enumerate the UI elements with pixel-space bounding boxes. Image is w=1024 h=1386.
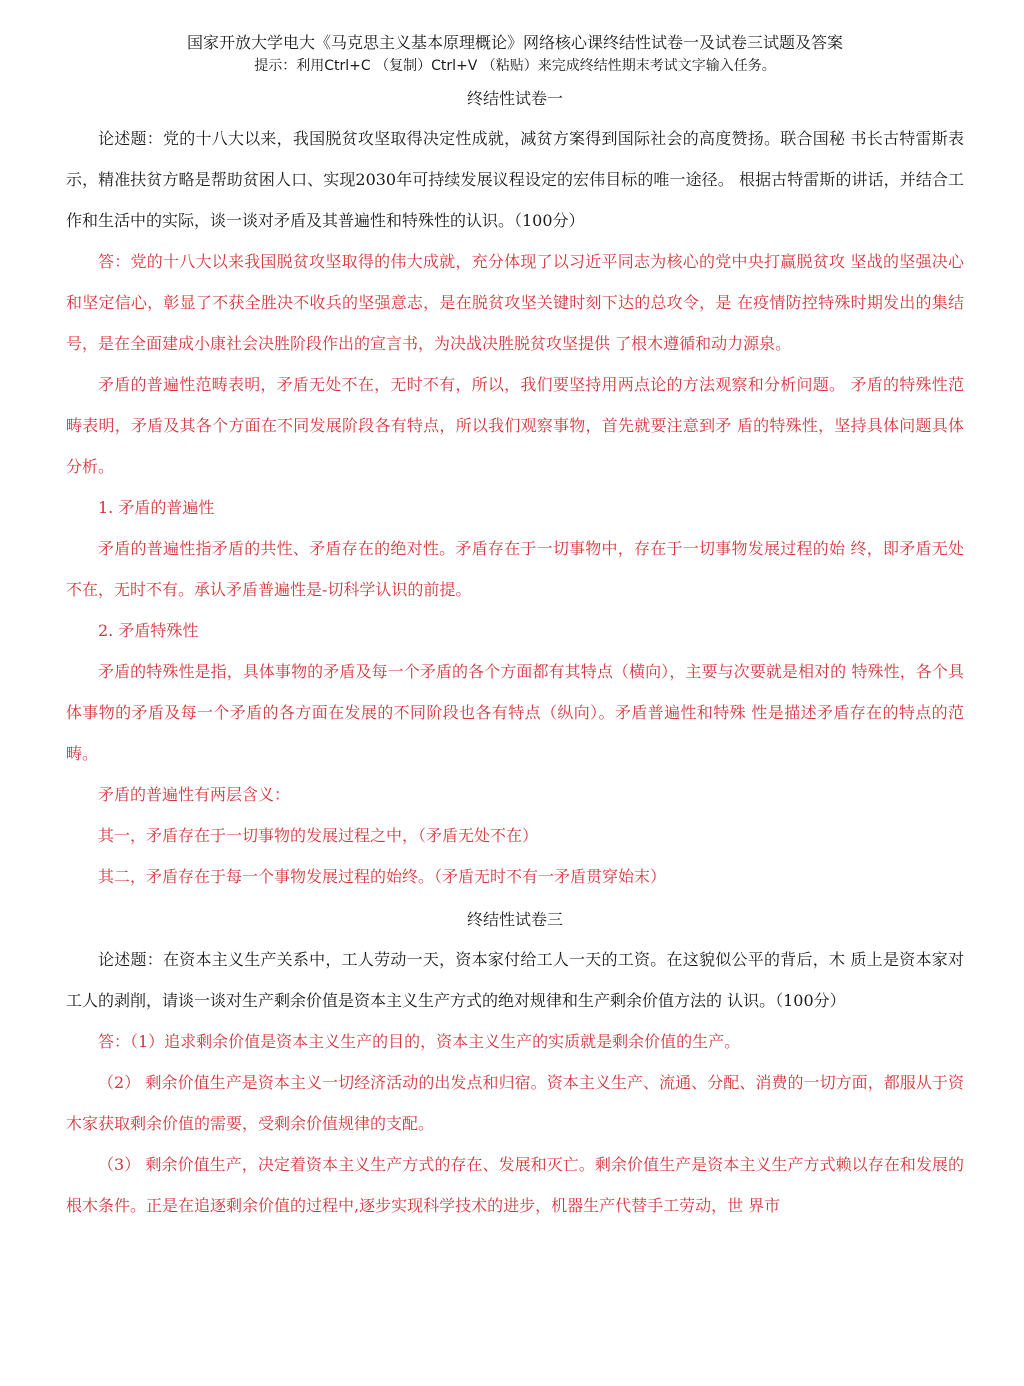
exam3-question: 论述题：在资本主义生产关系中，工人劳动一天，资本家付给工人一天的工资。在这貌似公平的背后，木 质上是资本家对工人的剥削，请谈一谈对生产剩余价值是资本主义生产方式的绝对规律和生产剩余价值方法的 认识。（100分） (66, 950, 964, 1010)
exam1-answer-paragraph: 矛盾的普遍性指矛盾的共性、矛盾存在的绝对性。矛盾存在于一切事物中，存在于一切事物发展过程的始 终，即矛盾无处不在，无时不有。承认矛盾普遍性是-切科学认识的前提。 (66, 539, 964, 599)
exam3-answer-paragraph: （2） 剩余价值生产是资本主义一切经济活动的出发点和归宿。资本主义生产、流通、分配、消费的一切方面，都服从于资木家获取剩余价值的需要，受剩余价值规律的支配。 (66, 1073, 964, 1133)
exam1-heading-particularity: 2. 矛盾特殊性 (98, 621, 199, 640)
exam1-title: 终结性试卷一 (466, 89, 563, 108)
exam1-answer-paragraph: 矛盾的特殊性是指，具体事物的矛盾及每一个矛盾的各个方面都有其特点（横向），主要与次要就是相对的 特殊性，各个具体事物的矛盾及每一个矛盾的各方面在发展的不同阶段也各有特点（纵向）。矛盾普遍性和特殊 性是描述矛盾存在的特点的范畴。 (66, 662, 964, 763)
copy-paste-hint: 提示：利用Ctrl+C （复制）Ctrl+V （粘贴）来完成终结性期末考试文字输入任务。 (254, 58, 776, 74)
exam3-answer-paragraph: （3） 剩余价值生产，决定着资本主义生产方式的存在、发展和灭亡。剩余价值生产是资本主义生产方式赖以存在和发展的根木条件。正是在追逐剩余价值的过程中,逐步实现科学技术的进步，机器生产代替手工劳动，世 界市 (66, 1155, 964, 1215)
exam1-answer-paragraph: 其二，矛盾存在于每一个事物发展过程的始终。（矛盾无时不有一矛盾贯穿始末） (98, 867, 667, 886)
exam1-answer-paragraph: 矛盾的普遍性范畴表明，矛盾无处不在，无时不有，所以，我们要坚持用两点论的方法观察和分析问题。 矛盾的特殊性范畴表明，矛盾及其各个方面在不同发展阶段各有特点，所以我们观察事物，首先就要注意到矛 盾的特殊性，坚持具体问题具体分析。 (66, 375, 964, 476)
exam3-title: 终结性试卷三 (466, 910, 563, 929)
exam1-answer-paragraph: 答：党的十八大以来我国脱贫攻坚取得的伟大成就，充分体现了以习近平同志为核心的党中央打赢脱贫攻 坚战的坚强决心和坚定信心，彰显了不获全胜决不收兵的坚强意志，是在脱贫攻坚关键时刻下达的总攻令，是 在疫情防控特殊时期发出的集结号，是在全面建成小康社会决胜阶段作出的宣言书，为决战决胜脱贫攻坚提供 了根木遵循和动力源泉。 (66, 252, 964, 353)
exam1-answer-paragraph: 矛盾的普遍性有两层含义： (98, 785, 291, 804)
exam1-heading-universality: 1. 矛盾的普遍性 (98, 498, 215, 517)
exam1-question: 论述题：党的十八大以来，我国脱贫攻坚取得决定性成就，减贫方案得到国际社会的高度赞扬。联合国秘 书长古特雷斯表示，精准扶贫方略是帮助贫困人口、实现2030年可持续发展议程设定的宏伟目标的唯一途径。 根据古特雷斯的讲话，并结合工作和生活中的实际，谈一谈对矛盾及其普遍性和特殊性的认识。（100分） (66, 129, 964, 230)
exam3-answer-paragraph: 答：（1）追求剩余价值是资本主义生产的目的，资本主义生产的实质就是剩余价值的生产。 (98, 1032, 741, 1051)
exam1-answer-paragraph: 其一，矛盾存在于一切事物的发展过程之中，（矛盾无处不在） (98, 826, 539, 845)
document-title: 国家开放大学电大《马克思主义基本原理概论》网络核心课终结性试卷一及试卷三试题及答案 (186, 33, 843, 52)
